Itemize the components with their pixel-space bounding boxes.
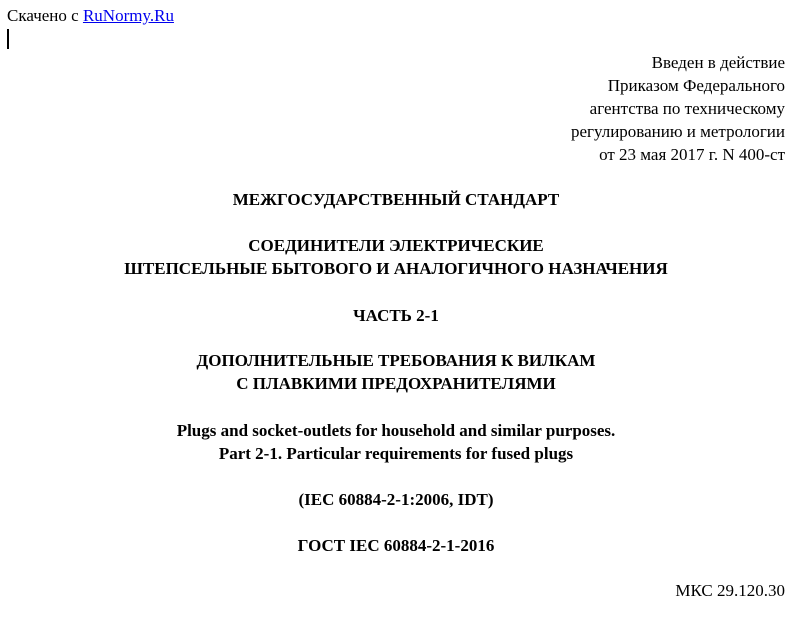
english-title [0, 419, 792, 465]
mks-code: МКС 29.120.30 [675, 581, 785, 600]
standard-title-line: СОЕДИНИТЕЛИ ЭЛЕКТРИЧЕСКИЕ [248, 236, 544, 255]
approval-line: Введен в действие [651, 53, 785, 72]
english-title-line: Part 2-1. Particular requirements for fused plugs [218, 444, 574, 463]
approval-line: регулированию и метрологии [570, 122, 785, 141]
standard-subtitle [0, 349, 792, 395]
gost-number: ГОСТ IEC 60884-2-1-2016 [297, 536, 495, 555]
english-title-line: Plugs and socket-outlets for household and similar purposes. [176, 421, 616, 440]
standard-title-line: ШТЕПСЕЛЬНЫЕ БЫТОВОГО И АНАЛОГИЧНОГО НАЗНАЧЕНИЯ [124, 259, 668, 278]
approval-line: агентства по техническому [589, 99, 785, 118]
source-link[interactable]: RuNormy.Ru [82, 6, 174, 25]
approval-block [571, 51, 785, 166]
source-prefix: Скачено с [7, 6, 79, 25]
standard-subtitle-line: ДОПОЛНИТЕЛЬНЫЕ ТРЕБОВАНИЯ К ВИЛКАМ [196, 351, 596, 370]
standard-part: ЧАСТЬ 2-1 [353, 306, 439, 325]
approval-line: от 23 мая 2017 г. N 400-ст [599, 145, 785, 164]
standard-type: МЕЖГОСУДАРСТВЕННЫЙ СТАНДАРТ [232, 190, 560, 209]
text-cursor [7, 29, 9, 49]
standard-title [0, 234, 792, 280]
iec-reference: (IEC 60884-2-1:2006, IDT) [298, 490, 494, 509]
standard-subtitle-line: С ПЛАВКИМИ ПРЕДОХРАНИТЕЛЯМИ [236, 374, 556, 393]
approval-line: Приказом Федерального [607, 76, 785, 95]
source-line [7, 5, 174, 27]
